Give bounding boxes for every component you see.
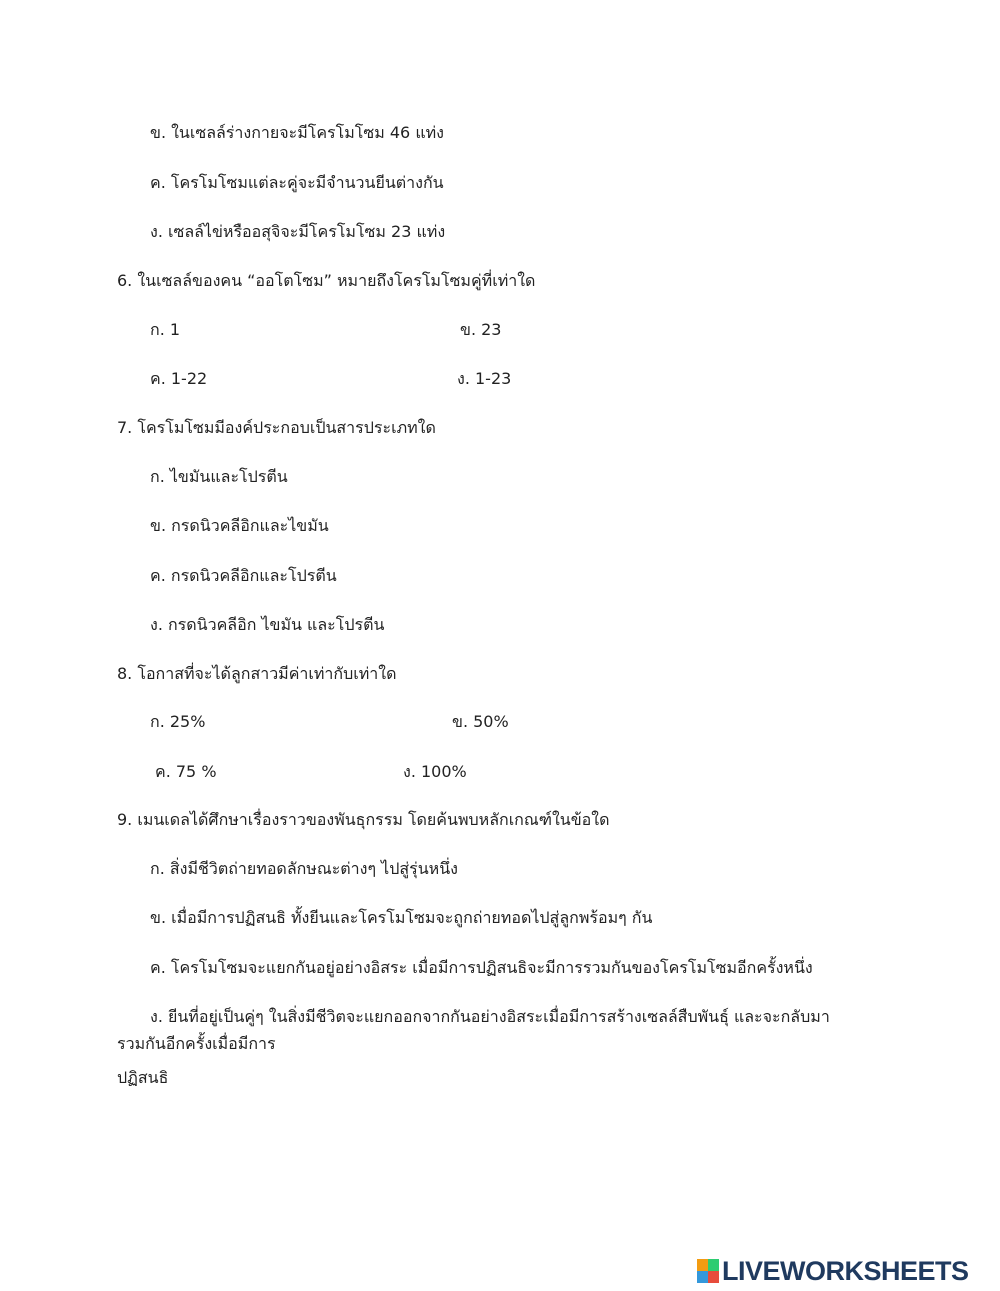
logo-mark-icon <box>697 1259 719 1283</box>
q9-option-b: ข. เมื่อมีการปฏิสนธิ ทั้งยีนและโครโมโซมจะถูกถ่ายทอดไปสู่ลูกพร้อมๆ กัน <box>150 908 653 927</box>
q7-option-a: ก. ไขมันและโปรตีน <box>150 467 288 486</box>
q7-option-c: ค. กรดนิวคลีอิกและโปรตีน <box>150 566 337 585</box>
q6-option-d: ง. 1-23 <box>457 369 512 388</box>
q9-option-a: ก. สิ่งมีชีวิตถ่ายทอดลักษณะต่างๆ ไปสู่รุ่นหนึ่ง <box>150 859 458 878</box>
q8-option-d: ง. 100% <box>403 762 467 781</box>
q7-option-b: ข. กรดนิวคลีอิกและไขมัน <box>150 516 329 535</box>
q8-option-c: ค. 75 % <box>155 762 217 781</box>
q9-option-d-line1: ง. ยีนที่อยู่เป็นคู่ๆ ในสิ่งมีชีวิตจะแยกออกจากกันอย่างอิสระเมื่อมีการสร้างเซลล์สืบพันธุ์ และจะกลับมา <box>150 1007 830 1026</box>
q5-option-c: ค. โครโมโซมแต่ละคู่จะมีจำนวนยีนต่างกัน <box>150 173 444 192</box>
q8-option-b: ข. 50% <box>452 712 509 731</box>
question-6: 6. ในเซลล์ของคน “ออโตโซม” หมายถึงโครโมโซมคู่ที่เท่าใด <box>117 271 536 290</box>
question-9: 9. เมนเดลได้ศึกษาเรื่องราวของพันธุกรรม โดยค้นพบหลักเกณฑ์ในข้อใด <box>117 810 610 829</box>
logo-text: LIVEWORKSHEETS <box>722 1256 969 1286</box>
question-8: 8. โอกาสที่จะได้ลูกสาวมีค่าเท่ากับเท่าใด <box>117 664 397 683</box>
q9-option-d-line2: รวมกันอีกครั้งเมื่อมีการ <box>117 1034 276 1053</box>
question-7: 7. โครโมโซมมีองค์ประกอบเป็นสารประเภทใด <box>117 418 436 437</box>
q6-option-b: ข. 23 <box>460 320 502 339</box>
liveworksheets-logo <box>697 1256 969 1286</box>
q5-option-b: ข. ในเซลล์ร่างกายจะมีโครโมโซม 46 แท่ง <box>150 123 444 142</box>
q9-option-c: ค. โครโมโซมจะแยกกันอยู่อย่างอิสระ เมื่อมีการปฏิสนธิจะมีการรวมกันของโครโมโซมอีกครั้งหนึ่ง <box>150 958 813 977</box>
q6-option-c: ค. 1-22 <box>150 369 208 388</box>
q8-option-a: ก. 25% <box>150 712 206 731</box>
q6-option-a: ก. 1 <box>150 320 181 339</box>
q9-option-d-line3: ปฏิสนธิ <box>117 1068 169 1087</box>
q5-option-d: ง. เซลล์ไข่หรืออสุจิจะมีโครโมโซม 23 แท่ง <box>150 222 446 241</box>
q7-option-d: ง. กรดนิวคลีอิก ไขมัน และโปรตีน <box>150 615 385 634</box>
